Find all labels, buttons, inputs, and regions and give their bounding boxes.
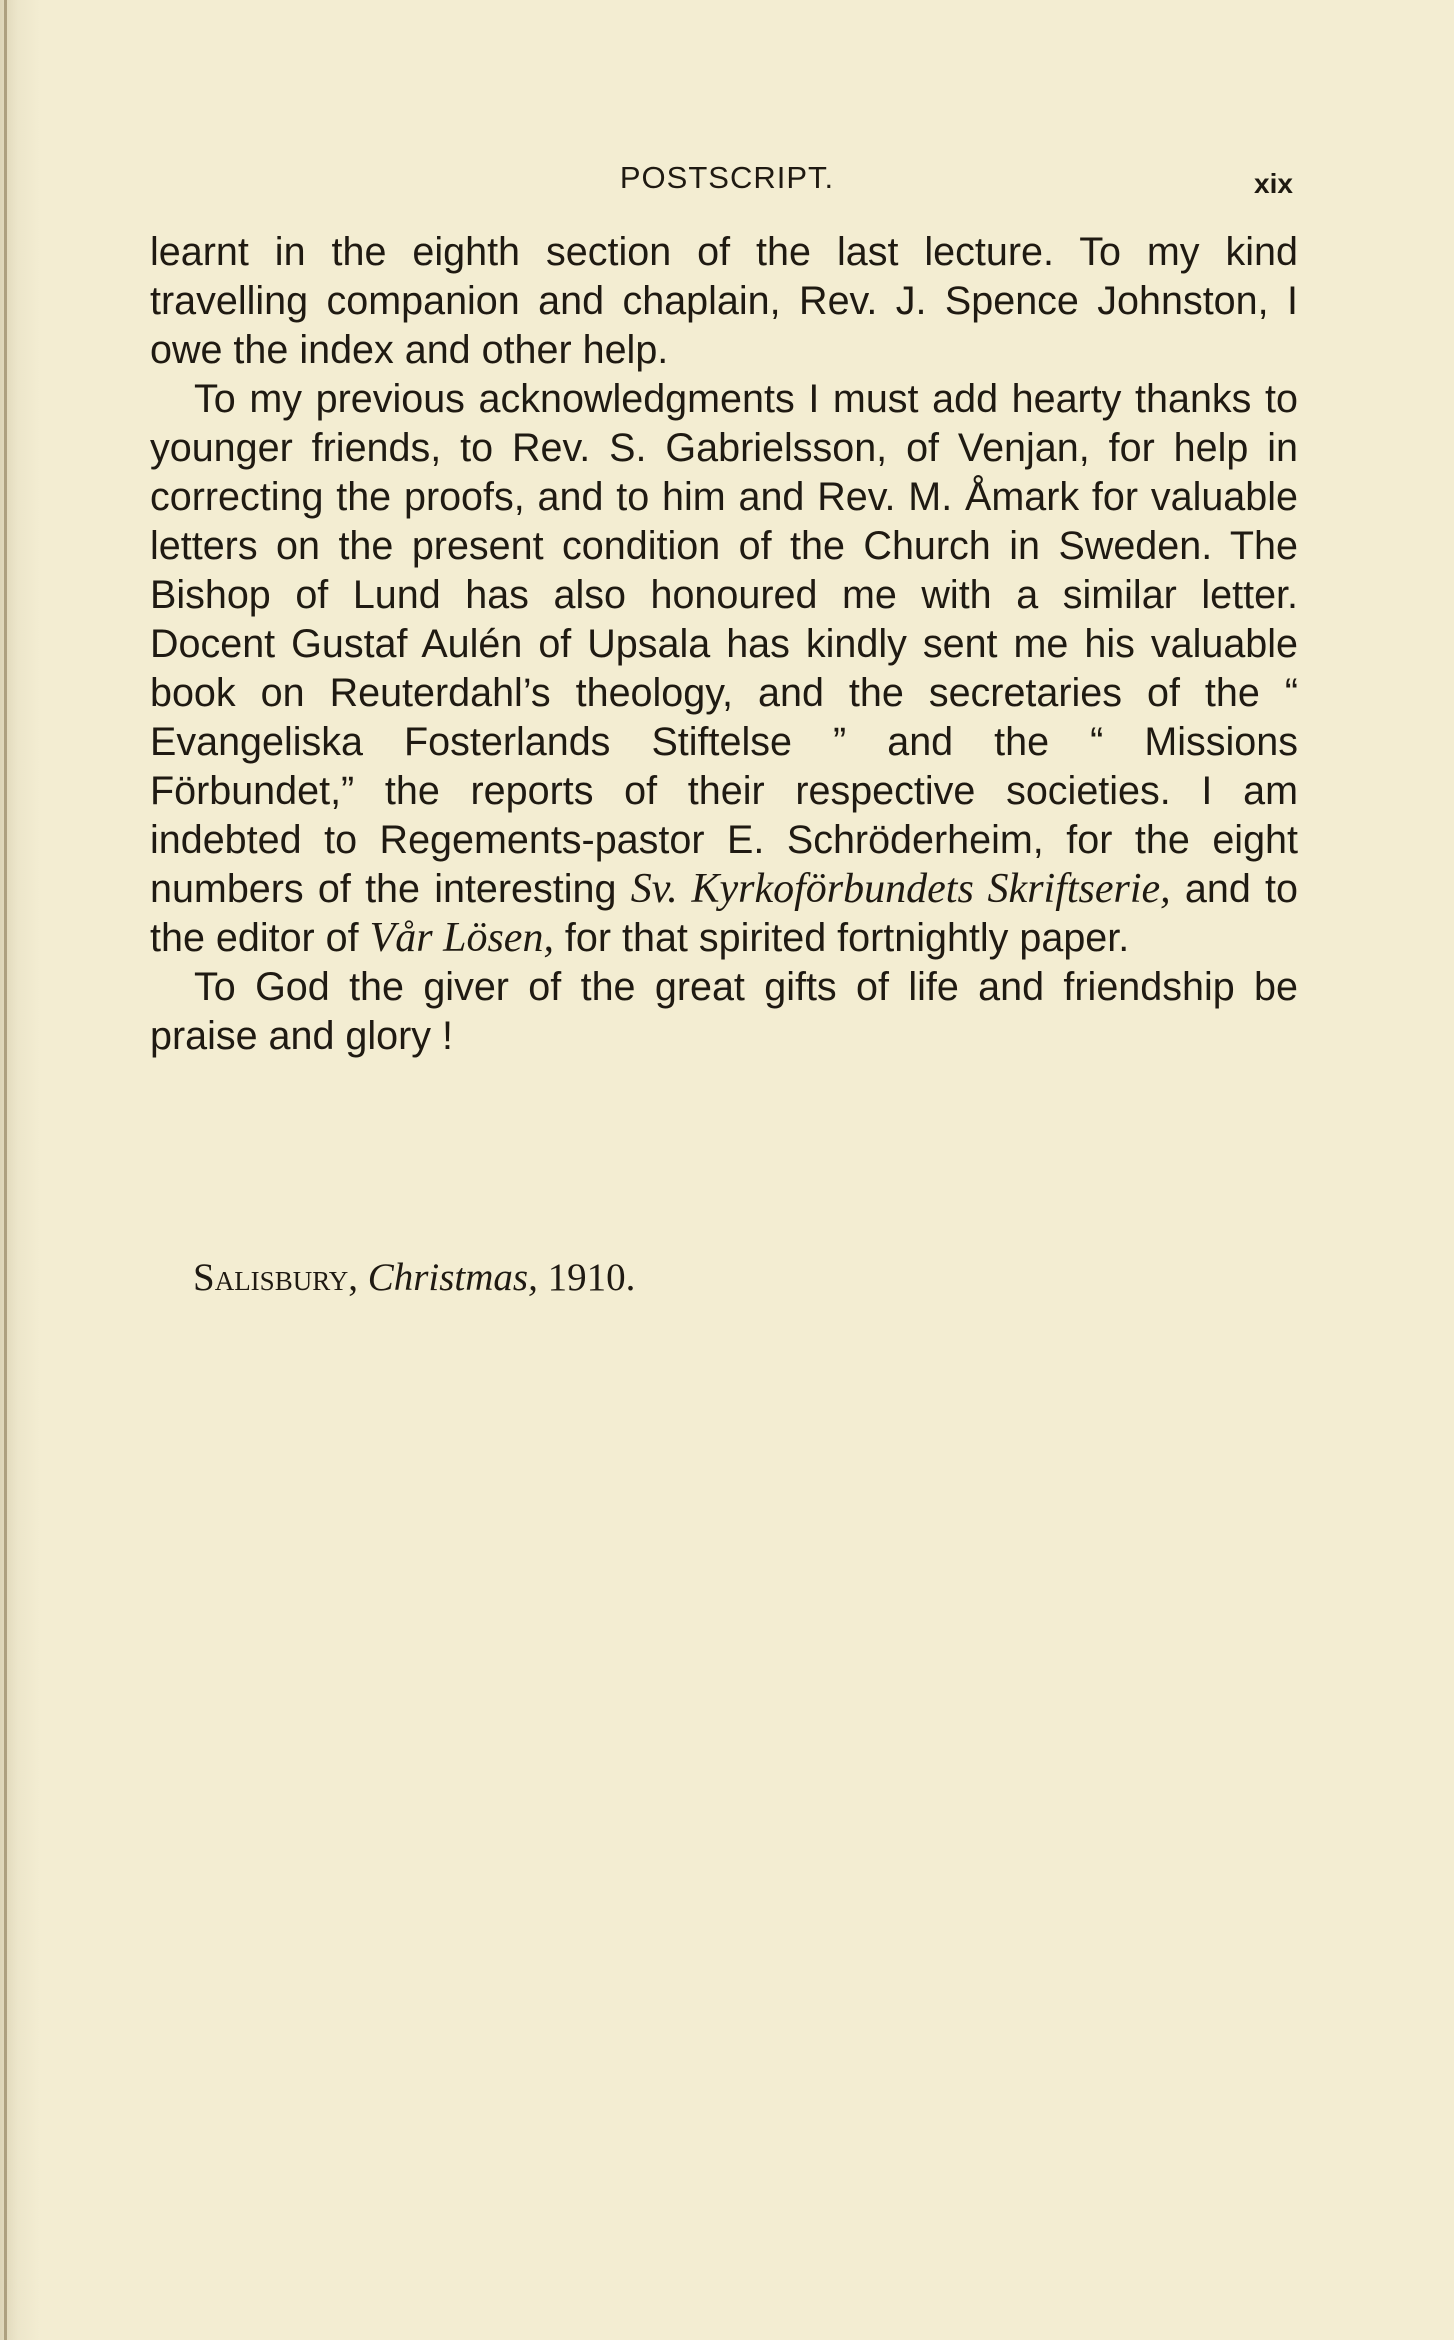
signature-place: Salisbury, <box>193 1256 358 1299</box>
paragraph-2 <box>150 375 1298 963</box>
body-text <box>150 228 1298 1061</box>
paragraph-3 <box>150 963 1298 1061</box>
title-var-losen: Vår Lösen, <box>369 915 554 961</box>
running-head: POSTSCRIPT. <box>619 160 835 195</box>
signature-line <box>193 1255 635 1300</box>
page-gutter-edge <box>4 0 7 2340</box>
paragraph-1 <box>150 228 1298 375</box>
paragraph-2-text-c: for that spirited fortnightly paper. <box>553 916 1130 960</box>
signature-year: 1910. <box>547 1256 636 1299</box>
paragraph-1-text: learnt in the eighth section of the last lecture. To my kind travelling companion and chaplain, Rev. J. Spence Johnston, I owe the index and other help. <box>150 230 1298 372</box>
paragraph-2-text-b: and to the editor of <box>150 867 1298 960</box>
page-number: xix <box>1254 168 1293 199</box>
paragraph-2-text-a: To my previous acknowledgments I must add hearty thanks to younger friends, to Rev. S. Gabrielsson, of Venjan, for help in correcting the proofs, and to him and Rev. M. Åmark for valuable letters on the present condition of the Church in Sweden. The Bishop of Lund has also honoured me with a similar letter. Docent Gustaf Aulén of Upsala has kindly sent me his valuable book on Reuterdahl’s theology, and the secretaries of the “ Evangeliska Fosterlands Stiftelse ” and the “ Missions Förbundet,” the reports of their respective societies. I am indebted to Regements-pastor E. Schröderheim, for the eight numbers of the interesting <box>150 377 1298 911</box>
title-kyrkoforbundets: Sv. Kyrkoförbundets Skriftserie, <box>630 866 1171 912</box>
paragraph-3-text: To God the giver of the great gifts of life and friendship be praise and glory ! <box>150 965 1298 1058</box>
signature-season: Christmas, <box>367 1256 538 1299</box>
